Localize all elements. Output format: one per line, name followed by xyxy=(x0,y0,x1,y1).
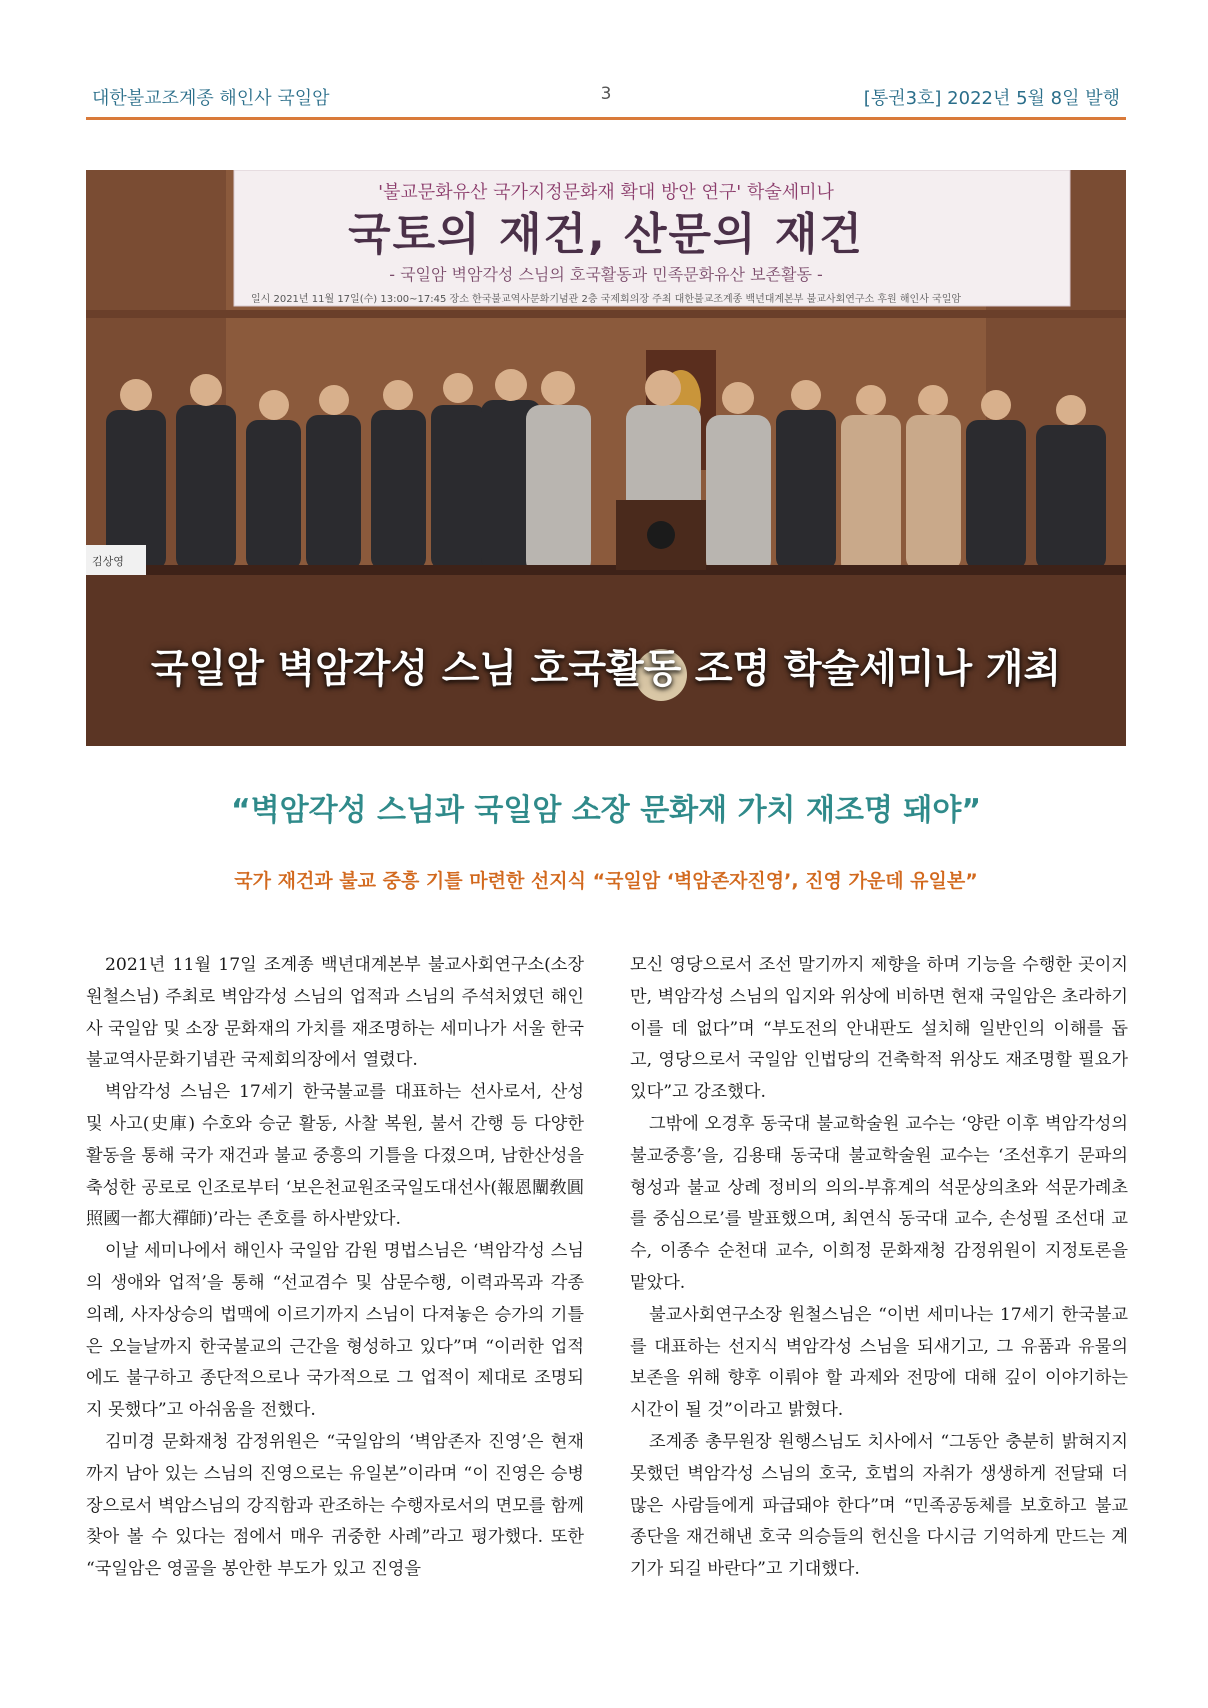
paragraph: 불교사회연구소장 원철스님은 “이번 세미나는 17세기 한국불교를 대표하는 선지식 벽암각성 스님을 되새기고, 그 유품과 유물의 보존을 위해 향후 이뤄야 할 과제와 전망에 대해 깊이 이야기하는 시간이 될 것”이라고 밝혔다. xyxy=(630,1304,1128,1421)
article-column-left xyxy=(86,950,584,1586)
banner-title: 국토의 재건, 산문의 재건 xyxy=(348,209,864,260)
paragraph: 2021년 11월 17일 조계종 백년대계본부 불교사회연구소(소장 원철스님) 주최로 벽암각성 스님의 업적과 스님의 주석처였던 해인사 국일암 및 소장 문화재의 가치를 재조명하는 세미나가 서울 한국불교역사문화기념관 국제회의장에서 열렸다. xyxy=(86,955,584,1071)
paragraph: 모신 영당으로서 조선 말기까지 제향을 하며 기능을 수행한 곳이지만, 벽암각성 스님의 입지와 위상에 비하면 현재 국일암은 초라하기 이를 데 없다”며 “부도전의 안내판도 설치해 일반인의 이해를 돕고, 영당으로서 국일암 인법당의 건축학적 위상도 재조명할 필요가 있다”고 강조했다. xyxy=(630,955,1128,1103)
publisher-name: 대한불교조계종 해인사 국일암 xyxy=(92,88,330,109)
paragraph: 그밖에 오경후 동국대 불교학술원 교수는 ‘양란 이후 벽암각성의 불교중흥’을, 김용태 동국대 불교학술원 교수는 ‘조선후기 문파의 형성과 불교 상례 정비의 의의-부휴계의 석문상의초와 석문가례초를 중심으로’를 발표했으며, 최연식 동국대 교수, 손성필 조선대 교수, 이종수 순천대 교수, 이희정 문화재청 감정위원이 지정토론을 맡았다. xyxy=(630,1113,1128,1293)
page-number: 3 xyxy=(600,84,612,104)
page-header xyxy=(86,78,1126,116)
issue-info: [통권3호] 2022년 5월 8일 발행 xyxy=(863,88,1120,109)
header-rule xyxy=(86,117,1126,120)
paragraph: 조계종 총무원장 원행스님도 치사에서 “그동안 충분히 밝혀지지 못했던 벽암각성 스님의 호국, 호법의 자취가 생생하게 전달돼 더 많은 사람들에게 파급돼야 한다”며 “민족공동체를 보호하고 불교종단을 재건해낸 호국 의승들의 헌신을 다시금 기억하게 만드는 계기가 되길 바란다”고 기대했다. xyxy=(630,1431,1128,1580)
paragraph: 이날 세미나에서 해인사 국일암 감원 명법스님은 ‘벽암각성 스님의 생애와 업적’을 통해 “선교겸수 및 삼문수행, 이력과목과 각종 의례, 사자상승의 법맥에 이르기까지 스님이 다져놓은 승가의 기틀은 오늘날까지 한국불교의 근간을 형성하고 있다”며 “이러한 업적에도 불구하고 종단적으로나 국가적으로 그 업적이 제대로 조명되지 못했다”고 아쉬움을 전했다. xyxy=(86,1241,584,1421)
photo-caption: 국일암 벽암각성 스님 호국활동 조명 학술세미나 개최 xyxy=(150,647,1062,692)
paragraph: 벽암각성 스님은 17세기 한국불교를 대표하는 선사로서, 산성 및 사고(史庫) 수호와 승군 활동, 사찰 복원, 불서 간행 등 다양한 활동을 통해 국가 재건과 불교 중흥의 기틀을 다졌으며, 남한산성을 축성한 공로로 인조로부터 ‘보은천교원조국일도대선사(報恩闡敎圓照國一都大禪師)’라는 존호를 하사받았다. xyxy=(86,1082,584,1230)
banner-subtitle: '불교문화유산 국가지정문화재 확대 방안 연구' 학술세미나 xyxy=(378,182,834,203)
article-subheadline: 국가 재건과 불교 중흥 기틀 마련한 선지식 “국일암 ‘벽암존자진영’, 진영 가운데 유일본” xyxy=(234,870,978,892)
banner-info: 일시 2021년 11월 17일(수) 13:00~17:45 장소 한국불교역사문화기념관 2층 국제회의장 주최 대한불교조계종 백년대계본부 불교사회연구소 후원 해인사 국일암 xyxy=(250,294,962,305)
article-column-right xyxy=(630,950,1128,1586)
paragraph: 김미경 문화재청 감정위원은 “국일암의 ‘벽암존자 진영’은 현재까지 남아 있는 스님의 진영으로는 유일본”이라며 “이 진영은 승병장으로서 벽암스님의 강직함과 관조하는 수행자로서의 면모를 함께 찾아 볼 수 있다는 점에서 매우 귀중한 사례”라고 평가했다. 또한 “국일암은 영골을 봉안한 부도가 있고 진영을 xyxy=(86,1431,584,1580)
nameplate: 김상영 xyxy=(92,555,124,568)
article-headline: “벽암각성 스님과 국일암 소장 문화재 가치 재조명 돼야” xyxy=(230,793,982,828)
banner-subtitle-2: - 국일암 벽암각성 스님의 호국활동과 민족문화유산 보존활동 - xyxy=(389,265,823,284)
event-photo xyxy=(86,170,1126,746)
